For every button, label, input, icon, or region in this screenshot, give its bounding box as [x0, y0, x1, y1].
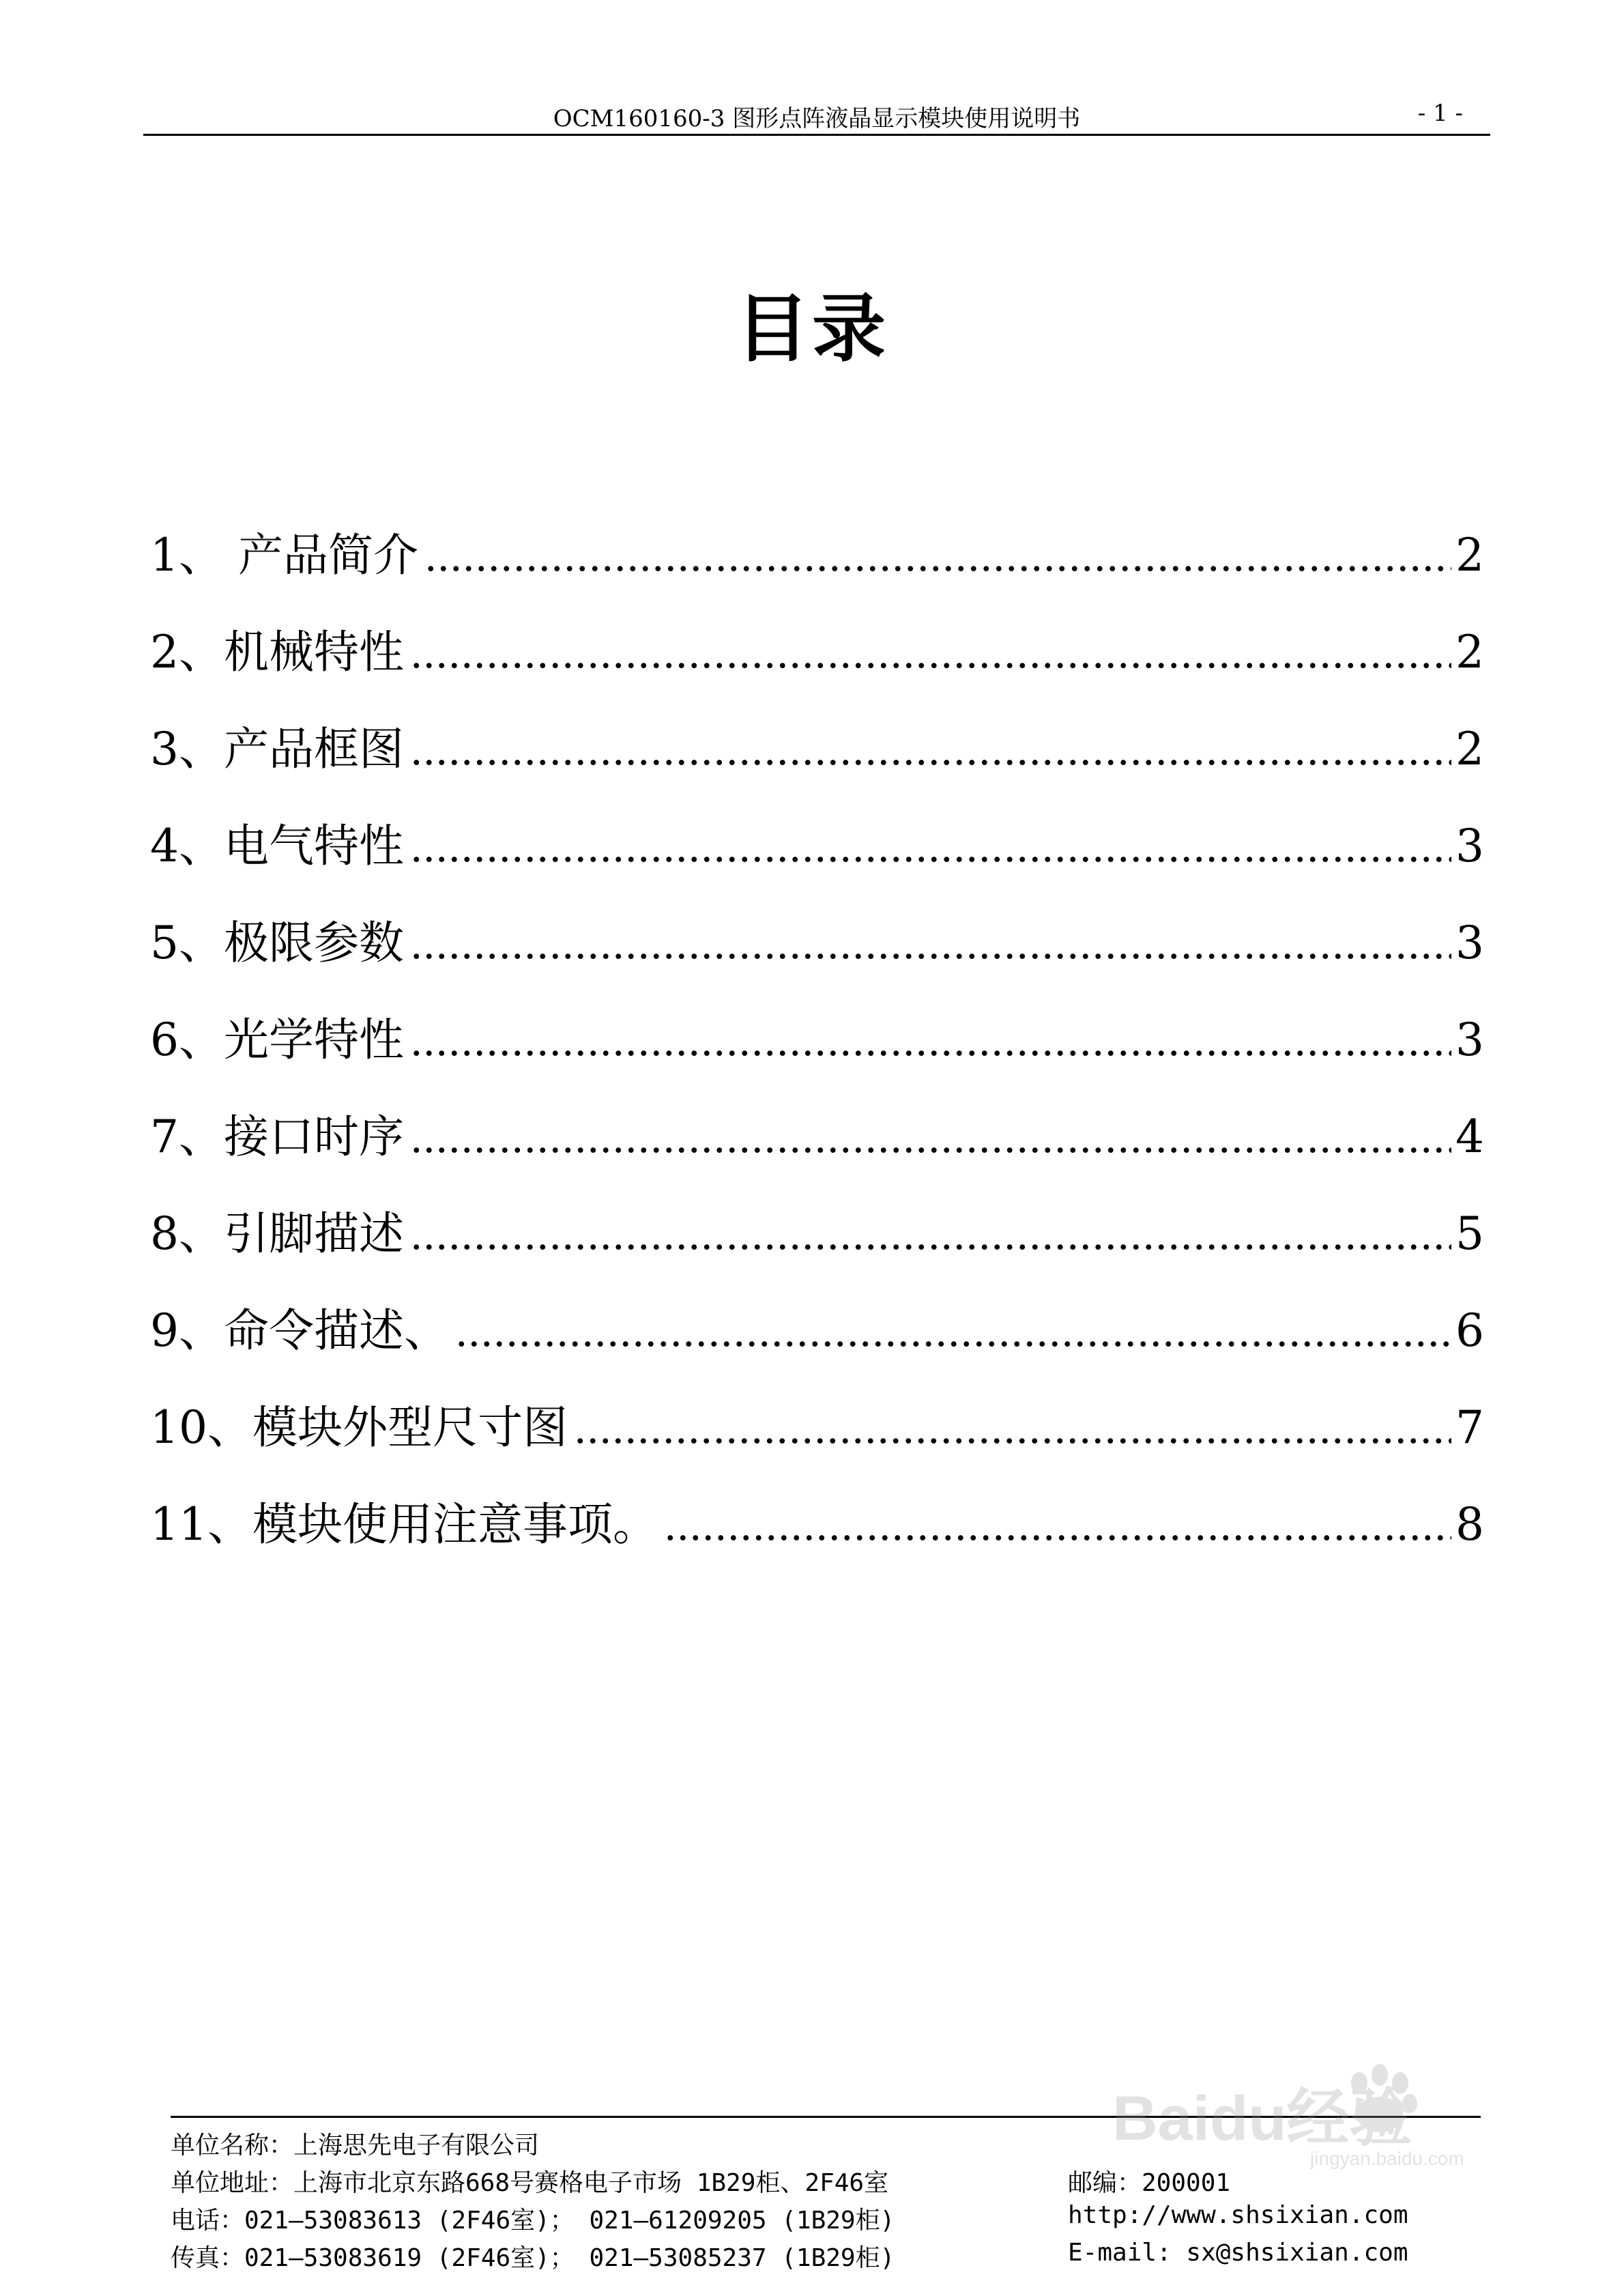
toc-entry-page: 2	[1455, 626, 1484, 678]
toc-entry-label: 4、电气特性	[150, 820, 404, 872]
toc-entry-page: 2	[1455, 723, 1484, 775]
toc-entry-label: 3、产品框图	[150, 723, 404, 775]
dot-leader	[425, 530, 1451, 582]
toc-entry-label: 5、极限参数	[150, 917, 404, 969]
toc-entry[interactable]	[150, 1391, 1484, 1488]
toc-entry-page: 2	[1455, 529, 1484, 582]
dot-leader	[411, 821, 1451, 873]
toc-entry[interactable]	[150, 1197, 1484, 1294]
dot-leader	[411, 1209, 1451, 1261]
toc-entry-page: 5	[1455, 1207, 1484, 1260]
dot-leader	[665, 1499, 1451, 1551]
toc-entry-page: 6	[1455, 1304, 1484, 1357]
document-title: OCM160160-3 图形点阵液晶显示模块使用说明书	[553, 105, 1081, 132]
toc-heading: 目录	[735, 286, 888, 372]
toc-entry-label: 7、接口时序	[150, 1110, 404, 1163]
footer-phone: 电话：021—53083613 (2F46室)； 021—61209205 (1B29柜)	[171, 2207, 895, 2235]
toc-entry-page: 8	[1455, 1498, 1484, 1551]
footer-fax: 传真：021—53083619 (2F46室)； 021—53085237 (1B29柜)	[171, 2244, 895, 2272]
toc-entry[interactable]	[150, 1003, 1484, 1100]
toc-entry-page: 3	[1455, 917, 1484, 969]
toc-entry[interactable]	[150, 1488, 1484, 1585]
footer-row	[171, 2230, 1481, 2272]
dot-leader	[456, 1306, 1451, 1358]
footer-email[interactable]: E-mail: sx@shsixian.com	[1068, 2239, 1408, 2267]
dot-leader	[411, 724, 1451, 776]
watermark-url: jingyan.baidu.com	[1310, 2148, 1464, 2169]
paw-toe-icon	[1372, 2064, 1388, 2086]
toc-entry[interactable]	[150, 809, 1484, 906]
toc-entry[interactable]	[150, 616, 1484, 713]
dot-leader	[411, 1112, 1451, 1164]
toc-entry[interactable]	[150, 713, 1484, 809]
footer-address: 单位地址：上海市北京东路668号赛格电子市场 1B29柜、2F46室	[171, 2169, 889, 2197]
toc-entry[interactable]	[150, 1100, 1484, 1197]
toc-entry-label: 10、模块外型尺寸图	[150, 1401, 568, 1454]
toc-entry-label: 1、 产品简介	[150, 529, 418, 582]
toc-entry-label: 9、命令描述、	[150, 1304, 449, 1357]
toc-entry[interactable]	[150, 519, 1484, 616]
page-header	[143, 93, 1490, 136]
footer-postcode: 邮编：200001	[1068, 2169, 1231, 2197]
toc-entry-page: 4	[1455, 1110, 1484, 1163]
page-number: - 1 -	[1417, 100, 1463, 127]
dot-leader	[411, 1015, 1451, 1067]
toc-entry-label: 8、引脚描述	[150, 1207, 404, 1260]
dot-leader	[411, 627, 1451, 679]
toc-entry-label: 11、模块使用注意事项。	[150, 1498, 658, 1551]
toc-entry-label: 6、光学特性	[150, 1014, 404, 1066]
dot-leader	[575, 1403, 1451, 1454]
footer-website[interactable]: http://www.shsixian.com	[1068, 2201, 1408, 2229]
dot-leader	[411, 918, 1451, 970]
toc-entry[interactable]	[150, 906, 1484, 1003]
toc-entry[interactable]	[150, 1294, 1484, 1391]
toc-entry-page: 3	[1455, 1014, 1484, 1066]
toc-entry-page: 7	[1455, 1401, 1484, 1454]
baidu-jingyan-watermark	[1105, 2054, 1542, 2170]
table-of-contents	[150, 519, 1484, 1585]
toc-entry-page: 3	[1455, 820, 1484, 872]
footer-row	[171, 2193, 1481, 2235]
footer-company: 单位名称：上海思先电子有限公司	[171, 2132, 540, 2159]
watermark-text: Baidu经验	[1112, 2084, 1412, 2153]
toc-entry-label: 2、机械特性	[150, 626, 404, 678]
